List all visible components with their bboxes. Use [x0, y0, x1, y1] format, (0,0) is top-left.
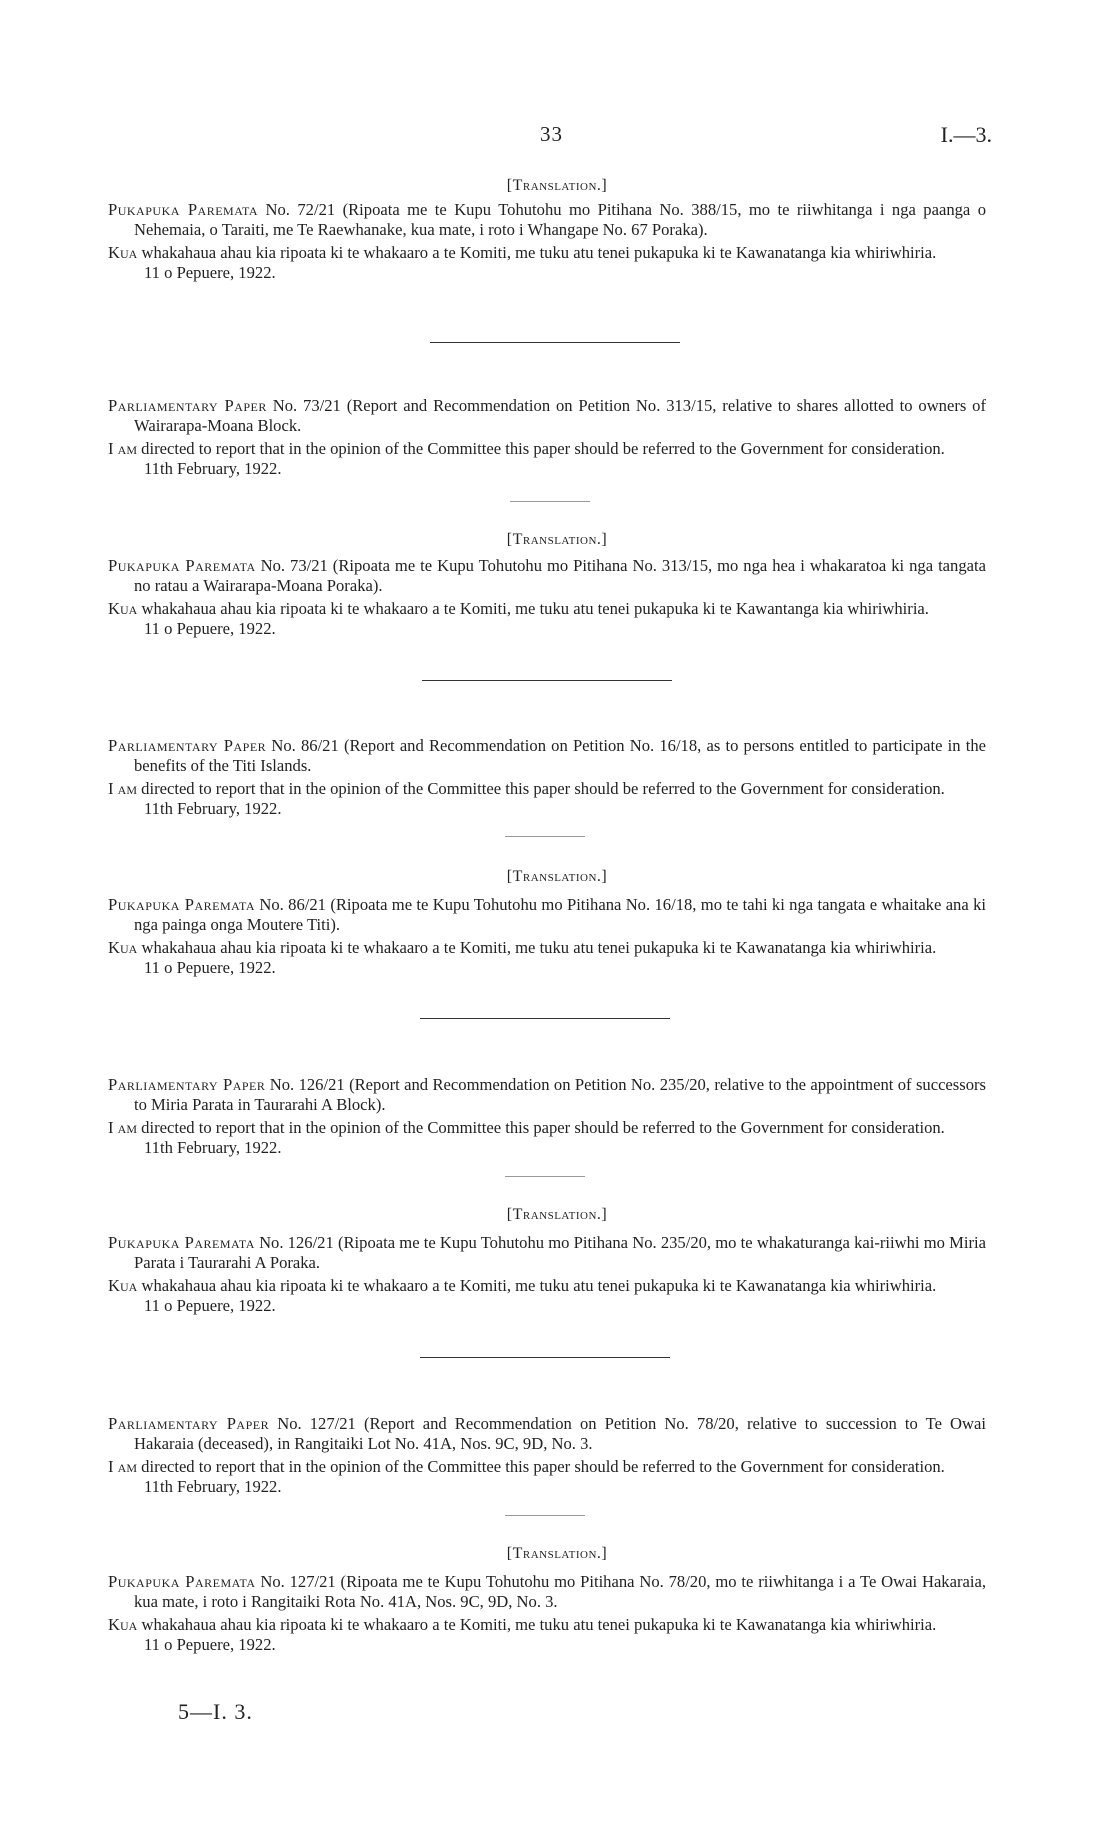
paper-126-21-translation — [108, 1233, 986, 1316]
paper-127-21 — [108, 1414, 986, 1497]
paper-heading: Pukapuka Paremata No. 72/21 (Ripoata me te Kupu Tohutohu mo Pitihana No. 388/15, mo te riiwhitanga i nga paanga o Nehemaia, o Taraiti, me Te Raewhanake, kua mate, i roto i Whangape No. 67 Poraka). — [108, 200, 986, 239]
translation-label: [Translation.] — [506, 868, 608, 885]
minor-divider — [505, 836, 585, 837]
section-divider — [420, 1357, 670, 1358]
minor-divider — [510, 501, 590, 502]
section-divider — [430, 342, 680, 343]
paper-body: Kua whakahaua ahau kia ripoata ki te whakaaro a te Komiti, me tuku atu tenei pukapuka ki te Kawanatanga kia whiriwhiria. — [108, 1276, 937, 1295]
paper-date: 11 o Pepuere, 1922. — [144, 958, 276, 977]
paper-heading: Pukapuka Paremata No. 73/21 (Ripoata me te Kupu Tohutohu mo Pitihana No. 313/15, mo nga hea i whakaratoa ki nga tangata no ratau a Wairarapa-Moana Poraka). — [108, 556, 986, 595]
paper-127-21-translation — [108, 1572, 986, 1655]
paper-heading: Parliamentary Paper No. 127/21 (Report and Recommendation on Petition No. 78/20, relative to succession to Te Owai Hakaraia (deceased), in Rangitaiki Lot No. 41A, Nos. 9C, 9D, No. 3. — [108, 1414, 986, 1453]
paper-heading: Pukapuka Paremata No. 86/21 (Ripoata me te Kupu Tohutohu mo Pitihana No. 16/18, mo te tahi ki nga tangata e whaitake ana ki nga painga onga Moutere Titi). — [108, 895, 986, 934]
paper-body: I am directed to report that in the opinion of the Committee this paper should be referred to the Government for consideration. — [108, 1457, 945, 1476]
section-divider — [420, 1018, 670, 1019]
document-code: I.—3. — [940, 122, 992, 147]
paper-body: Kua whakahaua ahau kia ripoata ki te whakaaro a te Komiti, me tuku atu tenei pukapuka ki te Kawantanga kia whiriwhiria. — [108, 599, 929, 618]
paper-date: 11th February, 1922. — [144, 459, 282, 478]
paper-73-21-translation — [108, 556, 986, 639]
paper-body: I am directed to report that in the opinion of the Committee this paper should be referred to the Government for consideration. — [108, 1118, 945, 1137]
paper-date: 11 o Pepuere, 1922. — [144, 619, 276, 638]
paper-date: 11 o Pepuere, 1922. — [144, 263, 276, 282]
paper-date: 11th February, 1922. — [144, 799, 282, 818]
paper-body: I am directed to report that in the opinion of the Committee this paper should be referred to the Government for consideration. — [108, 779, 945, 798]
paper-heading: Parliamentary Paper No. 126/21 (Report and Recommendation on Petition No. 235/20, relative to the appointment of successors to Miria Parata in Taurarahi A Block). — [108, 1075, 986, 1114]
paper-body: Kua whakahaua ahau kia ripoata ki te whakaaro a te Komiti, me tuku atu tenei pukapuka ki te Kawanatanga kia whiriwhiria. — [108, 1615, 937, 1634]
footer-signature: 5—I. 3. — [178, 1699, 253, 1724]
paper-body: I am directed to report that in the opinion of the Committee this paper should be referred to the Government for consideration. — [108, 439, 945, 458]
translation-label: [Translation.] — [506, 1206, 608, 1223]
translation-label: [Translation.] — [506, 531, 608, 548]
paper-126-21 — [108, 1075, 986, 1158]
paper-heading: Parliamentary Paper No. 86/21 (Report and Recommendation on Petition No. 16/18, as to persons entitled to participate in the benefits of the Titi Islands. — [108, 736, 986, 775]
paper-86-21-translation — [108, 895, 986, 978]
translation-label: [Translation.] — [506, 177, 608, 194]
paper-heading: Parliamentary Paper No. 73/21 (Report and Recommendation on Petition No. 313/15, relative to shares allotted to owners of Wairarapa-Moana Block. — [108, 396, 987, 435]
page-header — [0, 122, 1114, 152]
paper-73-21 — [108, 396, 986, 479]
page-number: 33 — [540, 122, 563, 146]
paper-date: 11 o Pepuere, 1922. — [144, 1296, 276, 1315]
minor-divider — [505, 1515, 585, 1516]
paper-date: 11 o Pepuere, 1922. — [144, 1635, 276, 1654]
paper-body: Kua whakahaua ahau kia ripoata ki te whakaaro a te Komiti, me tuku atu tenei pukapuka ki te Kawanatanga kia whiriwhiria. — [108, 938, 937, 957]
section-divider — [422, 680, 672, 681]
paper-86-21 — [108, 736, 986, 819]
paper-date: 11th February, 1922. — [144, 1477, 282, 1496]
translation-label: [Translation.] — [506, 1545, 608, 1562]
minor-divider — [505, 1176, 585, 1177]
paper-heading: Pukapuka Paremata No. 127/21 (Ripoata me te Kupu Tohutohu mo Pitihana No. 78/20, mo te riiwhitanga i a Te Owai Hakaraia, kua mate, i roto i Rangitaiki Rota No. 41A, Nos. 9C, 9D, No. 3. — [108, 1572, 986, 1611]
paper-heading: Pukapuka Paremata No. 126/21 (Ripoata me te Kupu Tohutohu mo Pitihana No. 235/20, mo te whakaturanga kai-riiwhi mo Miria Parata i Taurarahi A Poraka. — [108, 1233, 986, 1272]
paper-body: Kua whakahaua ahau kia ripoata ki te whakaaro a te Komiti, me tuku atu tenei pukapuka ki te Kawanatanga kia whiriwhiria. — [108, 243, 937, 262]
paper-date: 11th February, 1922. — [144, 1138, 282, 1157]
paper-72-21-translation — [108, 200, 986, 283]
